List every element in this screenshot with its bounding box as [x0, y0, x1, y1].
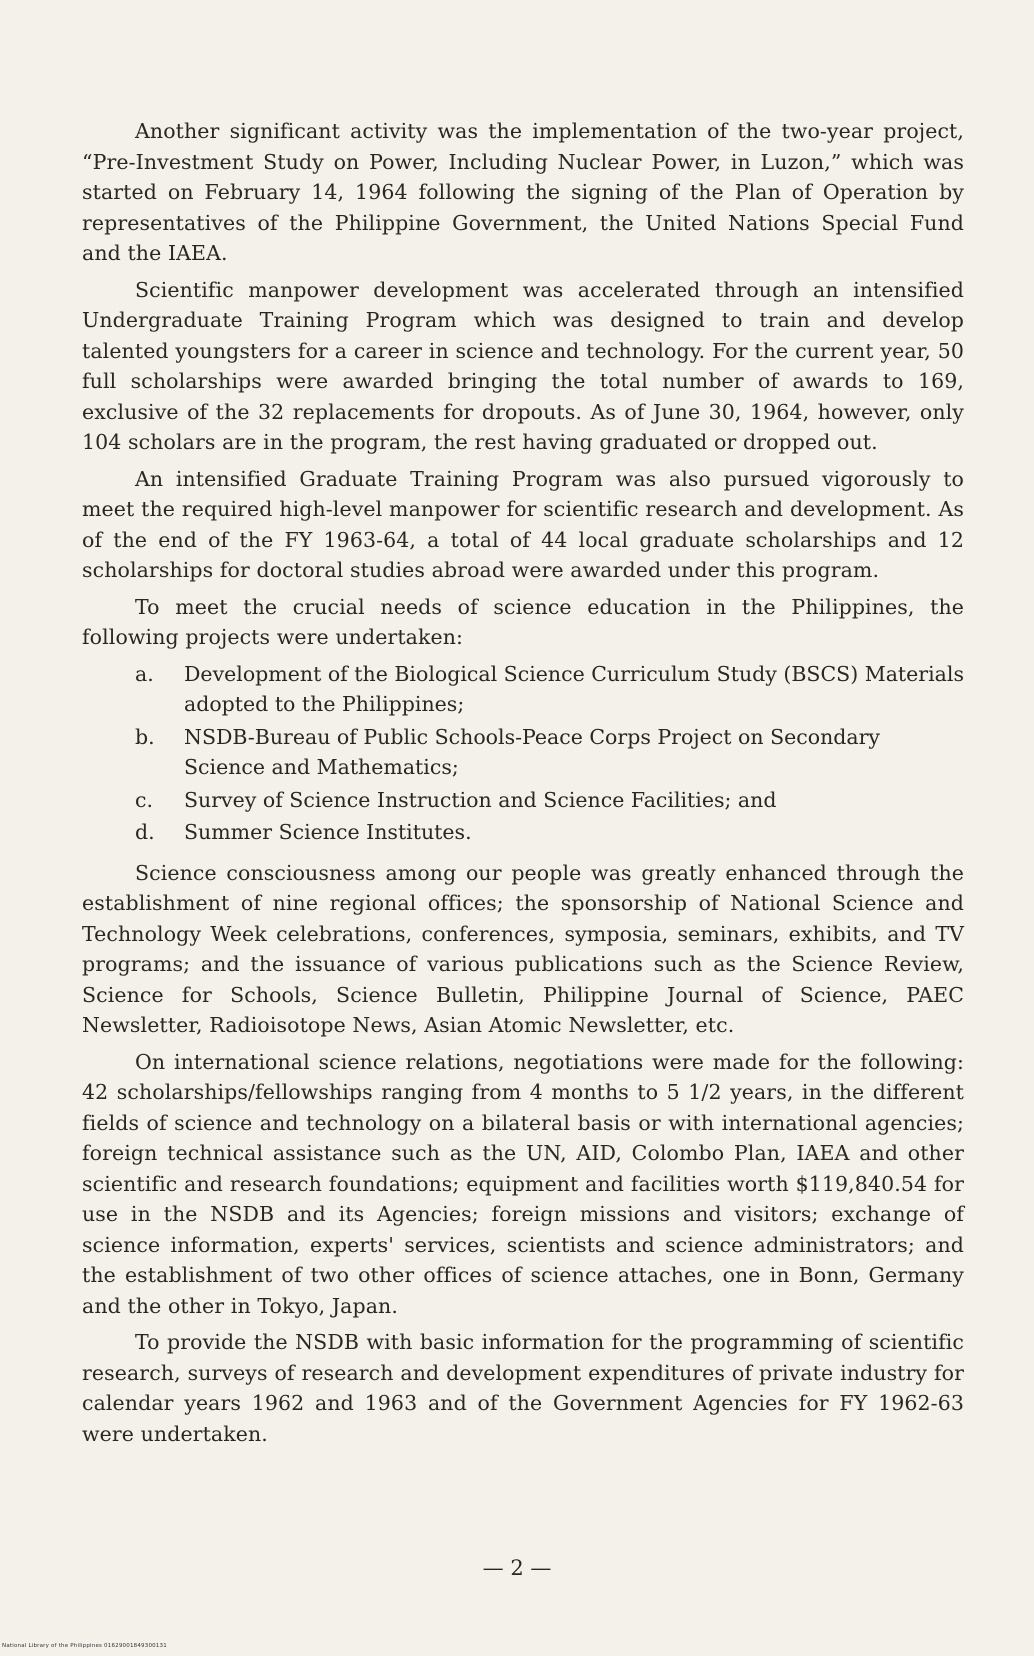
library-scan-note: National Library of the Philippines 01629001849300131 — [2, 1643, 167, 1649]
paragraph-science-education-intro: To meet the crucial needs of science education in the Philippines, the following projects were undertaken: — [82, 594, 964, 649]
paragraph-research-surveys: To provide the NSDB with basic information for the programming of scientific research, surveys of research and development expenditures of private industry for calendar years 1962 and 1963 and of the Government Agencies for FY 1962-63 were undertaken. — [82, 1330, 964, 1446]
paragraph-international-relations: On international science relations, negotiations were made for the following: 42 scholarships/fellowships ranging from 4 months to 5 1/2 years, in the different fields of science and technology on a bilateral basis or with international agencies; foreign technical assistance such as the UN, AID, Colombo Plan, IAEA and other scientific and research foundations; equipment and facilities worth $119,840.54 for use in the NSDB and its Agencies; foreign missions and visitors; exchange of science information, experts' services, scientists and science administrators; and the establishment of two other offices of science attaches, one in Bonn, Germany and the other in Tokyo, Japan. — [82, 1049, 964, 1318]
list-item-text: Development of the Biological Science Curriculum Study (BSCS) Materials adopted to the Philippines; — [184, 661, 964, 716]
list-marker: d. — [135, 820, 155, 844]
list-item-text: NSDB-Bureau of Public Schools-Peace Corps Project on Secondary Science and Mathematics; — [184, 724, 881, 779]
list-item — [82, 785, 964, 816]
paragraph-pre-investment-study: Another significant activity was the implementation of the two-year project, “Pre-Investment Study on Power, Including Nuclear Power, in Luzon,” which was started on February 14, 1964 following the signing of the Plan of Operation by representatives of the Philippine Government, the United Nations Special Fund and the IAEA. — [82, 119, 964, 265]
paragraph-science-consciousness: Science consciousness among our people was greatly enhanced through the establishment of nine regional offices; the sponsorship of National Science and Technology Week celebrations, conferences, symposia, seminars, exhibits, and TV programs; and the issuance of various publications such as the Science Review, Science for Schools, Science Bulletin, Philippine Journal of Science, PAEC Newsletter, Radioisotope News, Asian Atomic Newsletter, etc. — [82, 860, 964, 1037]
list-item — [82, 722, 964, 783]
projects-list — [82, 659, 964, 848]
paragraph-graduate-training: An intensified Graduate Training Program was also pursued vigorously to meet the required high-level manpower for scientific research and development. As of the end of the FY 1963-64, a total of 44 local graduate scholarships and 12 scholarships for doctoral studies abroad were awarded under this program. — [82, 466, 964, 582]
list-item — [82, 817, 964, 848]
page-number: — 2 — — [482, 1556, 552, 1580]
list-marker: a. — [135, 661, 154, 686]
list-marker: b. — [135, 724, 155, 749]
list-item-text: Survey of Science Instruction and Science Facilities; and — [184, 787, 777, 812]
list-item-text: Summer Science Institutes. — [184, 820, 472, 844]
list-item — [82, 659, 964, 720]
paragraph-undergraduate-training: Scientific manpower development was accelerated through an intensified Undergraduate Training Program which was designed to train and develop talented youngsters for a career in science and technology. For the current year, 50 full scholarships were awarded bringing the total number of awards to 169, exclusive of the 32 replacements for dropouts. As of June 30, 1964, however, only 104 scholars are in the program, the rest having graduated or dropped out. — [82, 277, 964, 454]
document-page — [82, 116, 964, 1455]
list-marker: c. — [135, 787, 153, 812]
